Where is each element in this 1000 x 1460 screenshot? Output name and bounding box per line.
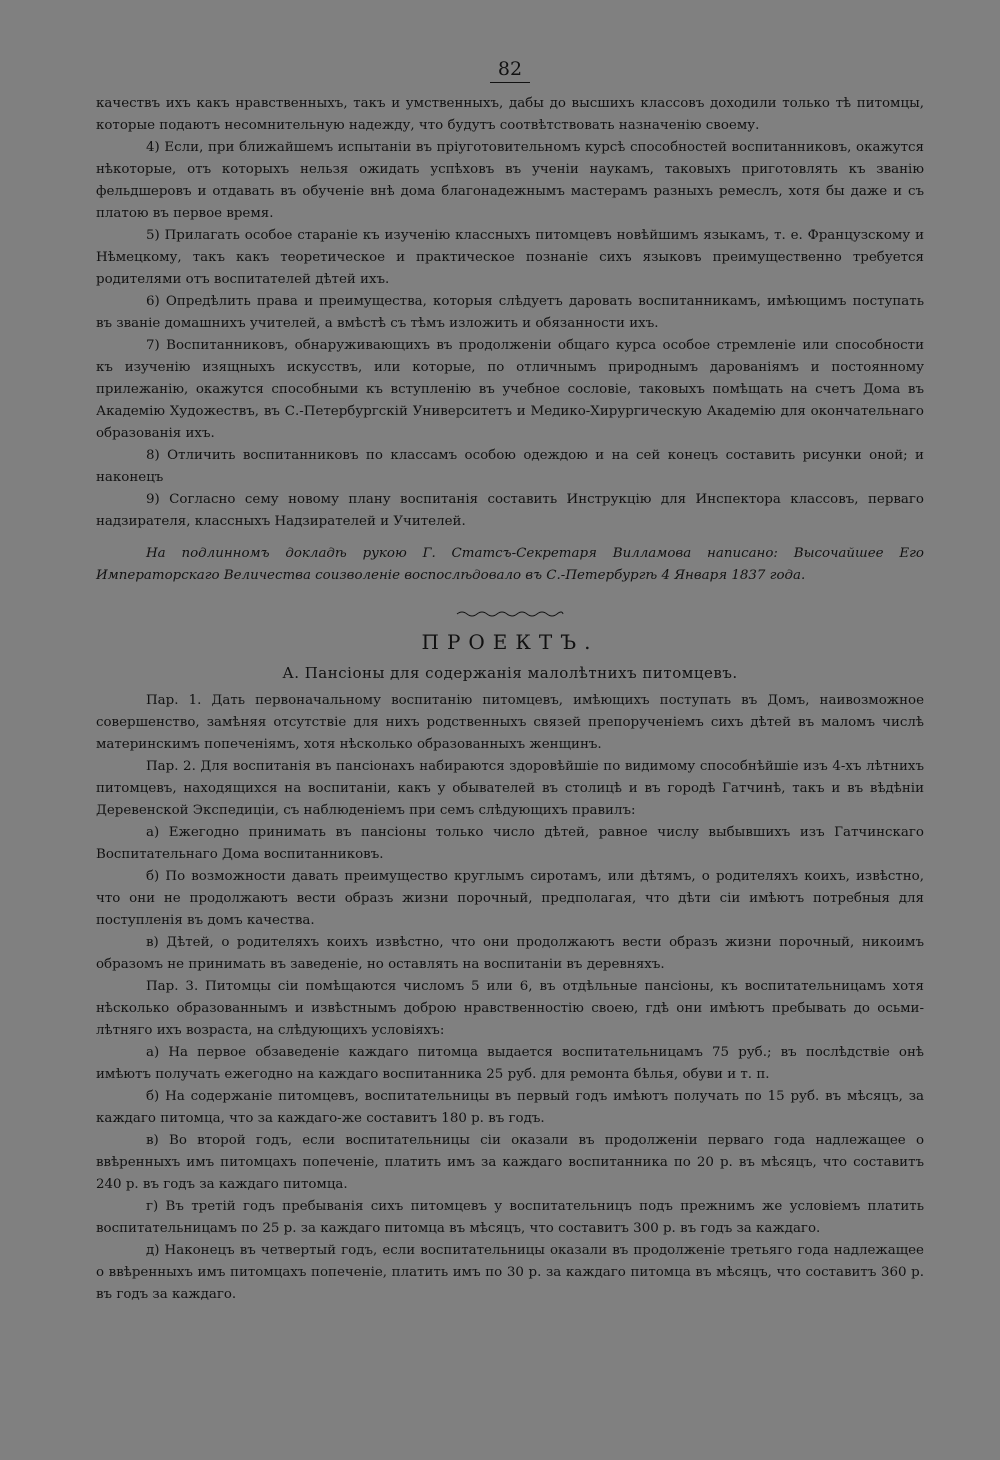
paragraph: 4) Если, при ближайшемъ испытаніи въ пріуготовительномъ курсѣ способностей воспитанниковъ, окажутся нѣкоторые, отъ которыхъ нельзя ожидать успѣховъ въ ученіи наукамъ, таковыхъ приготовлять къ званію фельдшеровъ и отдавать въ обученіе внѣ дома благонадежнымъ мастерамъ разныхъ ремеслъ, хотя бы даже и съ платою въ первое время. <box>96 140 924 221</box>
paragraph: д) Наконецъ въ четвертый годъ, если воспитательницы оказали въ продолженіе третьяго года надлежащее о ввѣренныхъ имъ питомцахъ попеченіе, платить имъ по 30 р. за каждаго питомца въ мѣсяцъ, что составитъ 360 р. въ годъ за каждаго. <box>96 1243 924 1302</box>
paragraph: б) По возможности давать преимущество круглымъ сиротамъ, или дѣтямъ, о родителяхъ коихъ, извѣстно, что они не продолжаютъ вести образъ жизни порочный, предполагая, что дѣти сіи имѣютъ потребныя для поступленія въ домъ качества. <box>96 869 924 928</box>
resolution-note: На подлинномъ докладѣ рукою Г. Статсъ-Секретаря Вилламова написано: Высочайшее Его Императорскаго Величества соизволеніе воспослѣдовало въ С.-Петербургѣ 4 Января 1837 года. <box>96 546 924 583</box>
paragraph: б) На содержаніе питомцевъ, воспитательницы въ первый годъ имѣютъ получать по 15 руб. въ мѣсяцъ, за каждаго питомца, что за каждаго-же составитъ 180 р. въ годъ. <box>96 1089 924 1126</box>
paragraph: а) На первое обзаведеніе каждаго питомца выдается воспитательницамъ 75 руб.; въ послѣдствіе онѣ имѣютъ получать ежегодно на каждаго воспитанника 25 руб. для ремонта бѣлья, обуви и т. п. <box>96 1045 924 1082</box>
paragraph: 9) Согласно сему новому плану воспитанія составить Инструкцію для Инспектора классовъ, перваго надзирателя, классныхъ Надзирателей и Учителей. <box>96 492 924 529</box>
paragraph: Пар. 2. Для воспитанія въ пансіонахъ набираются здоровѣйшіе по видимому способнѣйшіе изъ 4-хъ лѣтнихъ питомцевъ, находящихся на воспитаніи, какъ у обывателей въ столицѣ и въ городѣ Гатчинѣ, такъ и въ вѣдѣніи Деревенской Экспедиціи, съ наблюденіемъ при семъ слѣдующихъ правилъ: <box>96 759 924 818</box>
section-subheading: А. Пансіоны для содержанія малолѣтнихъ питомцевъ. <box>282 664 738 682</box>
section-heading: ПРОЕКТЪ. <box>421 630 599 654</box>
paragraph: в) Во второй годъ, если воспитательницы сіи оказали въ продолженіи перваго года надлежащее о ввѣренныхъ имъ питомцахъ попеченіе, платить имъ за каждаго воспитанника по 20 р. въ мѣсяцъ, что составитъ 240 р. въ годъ за каждаго питомца. <box>96 1133 924 1192</box>
paragraph: 5) Прилагать особое стараніе къ изученію классныхъ питомцевъ новѣйшимъ языкамъ, т. е. Французскому и Нѣмецкому, такъ какъ теоретическое и практическое познаніе сихъ языковъ преимущественно требуется родителями отъ воспитателей дѣтей ихъ. <box>96 228 924 287</box>
top-section <box>96 93 924 533</box>
paragraph: Пар. 3. Питомцы сіи помѣщаются числомъ 5 или 6, въ отдѣльные пансіоны, къ воспитательницамъ хотя нѣсколько образованнымъ и извѣстнымъ доброю нравственностію своею, гдѣ они имѣютъ пребывать до осьми-лѣтняго ихъ возраста, на слѣдующихъ условіяхъ: <box>96 979 924 1038</box>
paragraph: в) Дѣтей, о родителяхъ коихъ извѣстно, что они продолжаютъ вести образъ жизни порочный, никоимъ образомъ не принимать въ заведеніе, но оставлять на воспитаніи въ деревняхъ. <box>96 935 924 972</box>
paragraph: 6) Опредѣлить права и преимущества, которыя слѣдуетъ даровать воспитанникамъ, имѣющимъ поступать въ званіе домашнихъ учителей, а вмѣстѣ съ тѣмъ изложить и обязанности ихъ. <box>96 294 924 331</box>
paragraph: 7) Воспитанниковъ, обнаруживающихъ въ продолженіи общаго курса особое стремленіе или способности къ изученію изящныхъ искусствъ, или которые, по отличнымъ природнымъ дарованіямъ и постоянному прилежанію, окажутся способными къ вступленію въ учебное сословіе, таковыхъ помѣщать на счетъ Дома въ Академію Художествъ, въ С.-Петербургскій Университетъ и Медико-Хирургическую Академію для окончательнаго образованія ихъ. <box>96 338 924 441</box>
paragraph: качествъ ихъ какъ нравственныхъ, такъ и умственныхъ, дабы до высшихъ классовъ доходили только тѣ питомцы, которые подаютъ несомнительную надежду, что будутъ соотвѣтствовать назначенію своему. <box>96 96 924 133</box>
page-number: 82 <box>96 58 924 83</box>
ornamental-divider <box>96 603 924 622</box>
paragraph: Пар. 1. Дать первоначальному воспитанію питомцевъ, имѣющихъ поступать въ Домъ, наивозможное совершенство, замѣняя отсутствіе для нихъ родственныхъ связей препорученіемъ сихъ дѣтей въ маломъ числѣ материнскимъ попеченіямъ, хотя нѣсколько образованныхъ женщинъ. <box>96 693 924 752</box>
paragraph: а) Ежегодно принимать въ пансіоны только число дѣтей, равное числу выбывшихъ изъ Гатчинскаго Воспитательнаго Дома воспитанниковъ. <box>96 825 924 862</box>
wave-ornament-icon <box>455 610 565 618</box>
paragraph: г) Въ третій годъ пребыванія сихъ питомцевъ у воспитательницъ подъ прежнимъ же условіемъ платить воспитательницамъ по 25 р. за каждаго питомца въ мѣсяцъ, что составитъ 300 р. въ годъ за каждаго. <box>96 1199 924 1236</box>
bottom-section <box>96 690 924 1306</box>
paragraph: 8) Отличить воспитанниковъ по классамъ особою одеждою и на сей конецъ составить рисунки оной; и наконецъ <box>96 448 924 485</box>
